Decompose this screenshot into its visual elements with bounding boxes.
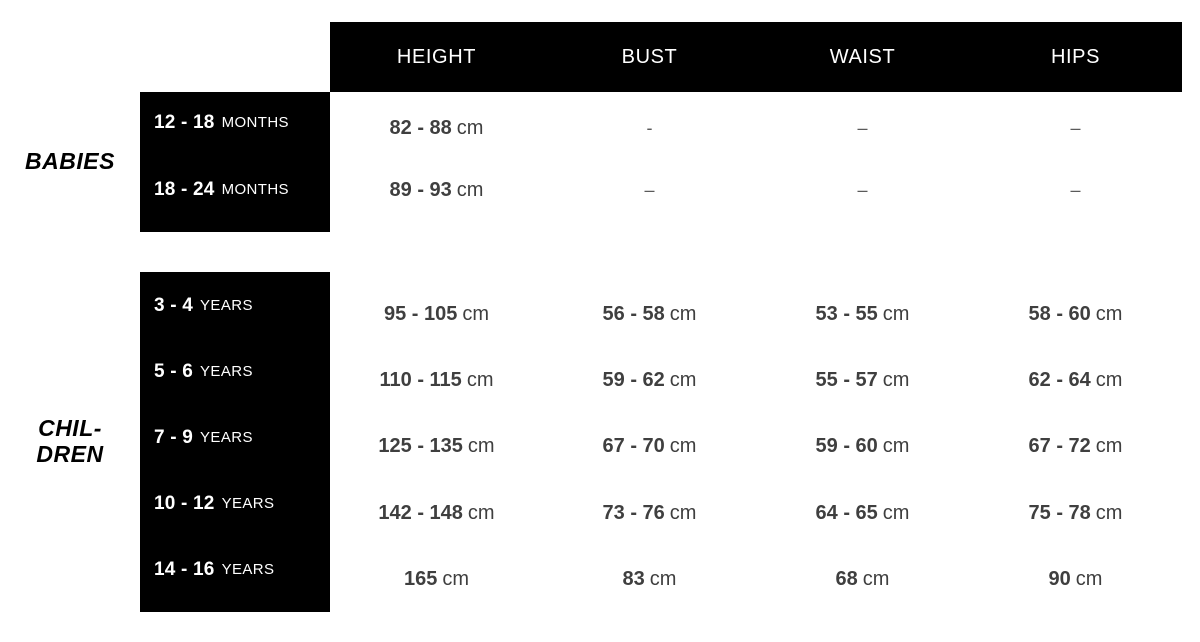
cell-value: 62 - 64 [1028, 369, 1091, 391]
cell-unit: cm [1095, 369, 1123, 391]
size-unit: MONTHS [221, 181, 289, 198]
cell-unit: cm [882, 502, 910, 524]
cell-height [330, 303, 543, 326]
group-label-children-text [36, 416, 103, 468]
cell-hips: – [1070, 180, 1081, 200]
cell-value: 56 - 58 [602, 303, 665, 325]
cell-value: 142 - 148 [378, 502, 463, 524]
cell-unit: cm [456, 117, 484, 139]
cell-value: 67 - 70 [602, 435, 665, 457]
cell-height [330, 502, 543, 525]
size-unit: YEARS [221, 495, 275, 512]
cell-bust [543, 303, 756, 326]
size-number: 14 - 16 [154, 558, 215, 580]
size-unit: YEARS [221, 561, 275, 578]
cell-height [330, 179, 543, 202]
cell-unit: cm [669, 502, 697, 524]
cell-value: 75 - 78 [1028, 502, 1091, 524]
cell-waist [756, 435, 969, 458]
size-number: 7 - 9 [154, 426, 194, 448]
table-row [330, 549, 1182, 610]
cell-bust [543, 435, 756, 458]
cell-unit: cm [466, 369, 494, 391]
cell-value: 64 - 65 [815, 502, 878, 524]
cell-value: 125 - 135 [378, 435, 463, 457]
cell-height [330, 568, 543, 591]
cell-unit: cm [467, 502, 495, 524]
cell-value: 90 [1048, 568, 1071, 590]
cell-bust: – [644, 180, 655, 200]
cell-waist [756, 502, 969, 525]
group-label-babies-text: BABIES [25, 148, 115, 175]
cell-bust [543, 502, 756, 525]
cell-bust [543, 369, 756, 392]
cell-value: 89 - 93 [389, 179, 452, 201]
size-label-5-6-years [140, 341, 330, 402]
cell-height [330, 435, 543, 458]
table-row [330, 416, 1182, 477]
size-unit: YEARS [200, 297, 253, 314]
size-number: 12 - 18 [154, 111, 215, 133]
size-unit: YEARS [200, 363, 253, 380]
table-row [330, 483, 1182, 544]
cell-bust: - [646, 118, 653, 138]
cell-value: 82 - 88 [389, 117, 452, 139]
cell-hips: – [1070, 118, 1081, 138]
column-header-waist: WAIST [829, 45, 896, 68]
cell-unit: cm [1095, 502, 1123, 524]
cell-hips [969, 435, 1182, 458]
cell-unit: cm [882, 369, 910, 391]
cell-waist: – [857, 118, 868, 138]
cell-value: 95 - 105 [383, 303, 458, 325]
cell-value: 53 - 55 [815, 303, 878, 325]
cell-waist: – [857, 180, 868, 200]
cell-waist [756, 303, 969, 326]
column-header-height: HEIGHT [396, 45, 477, 68]
cell-value: 59 - 62 [602, 369, 665, 391]
cell-value: 110 - 115 [379, 369, 462, 391]
cell-hips [969, 568, 1182, 591]
size-unit: YEARS [200, 429, 253, 446]
cell-hips [969, 502, 1182, 525]
cell-unit: cm [862, 568, 890, 590]
column-header-bust: BUST [621, 45, 678, 68]
cell-unit: cm [1075, 568, 1103, 590]
size-number: 18 - 24 [154, 178, 215, 200]
table-row [330, 284, 1182, 345]
cell-value: 58 - 60 [1028, 303, 1091, 325]
group-label-babies [0, 92, 140, 232]
table-row [330, 350, 1182, 411]
table-row [330, 98, 1182, 159]
cell-unit: cm [462, 303, 490, 325]
cell-value: 55 - 57 [815, 369, 878, 391]
size-label-12-18-months [140, 92, 330, 153]
cell-waist [756, 568, 969, 591]
size-label-10-12-years [140, 473, 330, 534]
cell-unit: cm [467, 435, 495, 457]
cell-unit: cm [442, 568, 470, 590]
cell-unit: cm [456, 179, 484, 201]
group-label-children-line1: CHIL- [38, 415, 102, 442]
size-unit: MONTHS [221, 114, 289, 131]
column-header-hips: HIPS [1050, 45, 1101, 68]
table-row [330, 160, 1182, 221]
size-label-18-24-months [140, 159, 330, 220]
cell-unit: cm [669, 303, 697, 325]
cell-unit: cm [669, 435, 697, 457]
cell-hips [969, 369, 1182, 392]
cell-unit: cm [1095, 303, 1123, 325]
group-label-children [0, 272, 140, 612]
size-label-14-16-years [140, 539, 330, 600]
cell-height [330, 117, 543, 140]
size-number: 5 - 6 [154, 360, 194, 382]
cell-unit: cm [649, 568, 677, 590]
cell-height [330, 369, 543, 392]
size-label-7-9-years [140, 407, 330, 468]
size-label-3-4-years [140, 275, 330, 336]
table-header-row [330, 22, 1182, 92]
cell-value: 67 - 72 [1028, 435, 1091, 457]
cell-unit: cm [882, 303, 910, 325]
cell-value: 59 - 60 [815, 435, 878, 457]
cell-value: 68 [835, 568, 858, 590]
cell-unit: cm [1095, 435, 1123, 457]
cell-unit: cm [882, 435, 910, 457]
size-number: 10 - 12 [154, 492, 215, 514]
cell-hips [969, 303, 1182, 326]
group-label-children-line2: DREN [36, 441, 104, 467]
cell-value: 165 [403, 568, 438, 590]
cell-bust [543, 568, 756, 591]
size-number: 3 - 4 [154, 294, 194, 316]
cell-unit: cm [669, 369, 697, 391]
cell-value: 83 [622, 568, 645, 590]
cell-waist [756, 369, 969, 392]
cell-value: 73 - 76 [602, 502, 665, 524]
